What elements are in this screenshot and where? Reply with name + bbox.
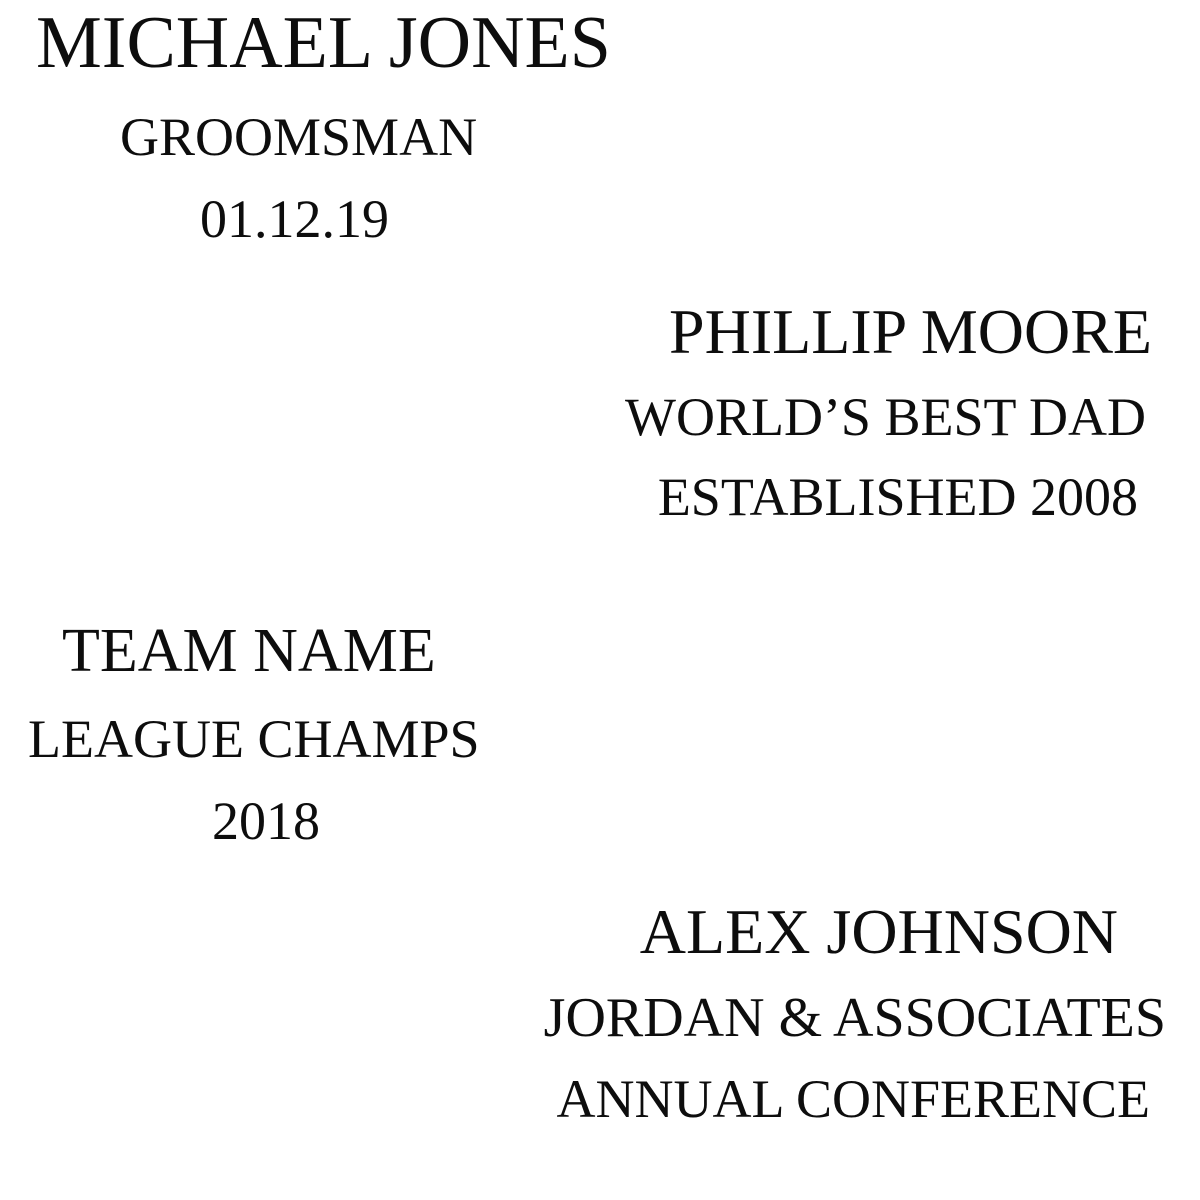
detail-line: ANNUAL CONFERENCE [556, 1069, 1150, 1129]
name-line: TEAM NAME [62, 617, 436, 685]
detail-line: 01.12.19 [200, 189, 389, 249]
role-line: LEAGUE CHAMPS [28, 709, 480, 769]
text-block-michael-jones [0, 2, 640, 249]
text-block-phillip-moore [0, 296, 1160, 527]
name-line: MICHAEL JONES [36, 2, 611, 84]
role-line: JORDAN & ASSOCIATES [543, 987, 1166, 1049]
detail-line: ESTABLISHED 2008 [657, 467, 1138, 527]
role-line: WORLD’S BEST DAD [624, 387, 1146, 447]
text-block-team-name [0, 617, 600, 851]
name-line: PHILLIP MOORE [669, 296, 1152, 367]
text-block-alex-johnson [0, 896, 1180, 1129]
name-line: ALEX JOHNSON [639, 896, 1118, 967]
role-line: GROOMSMAN [120, 107, 478, 167]
detail-line: 2018 [212, 791, 320, 851]
